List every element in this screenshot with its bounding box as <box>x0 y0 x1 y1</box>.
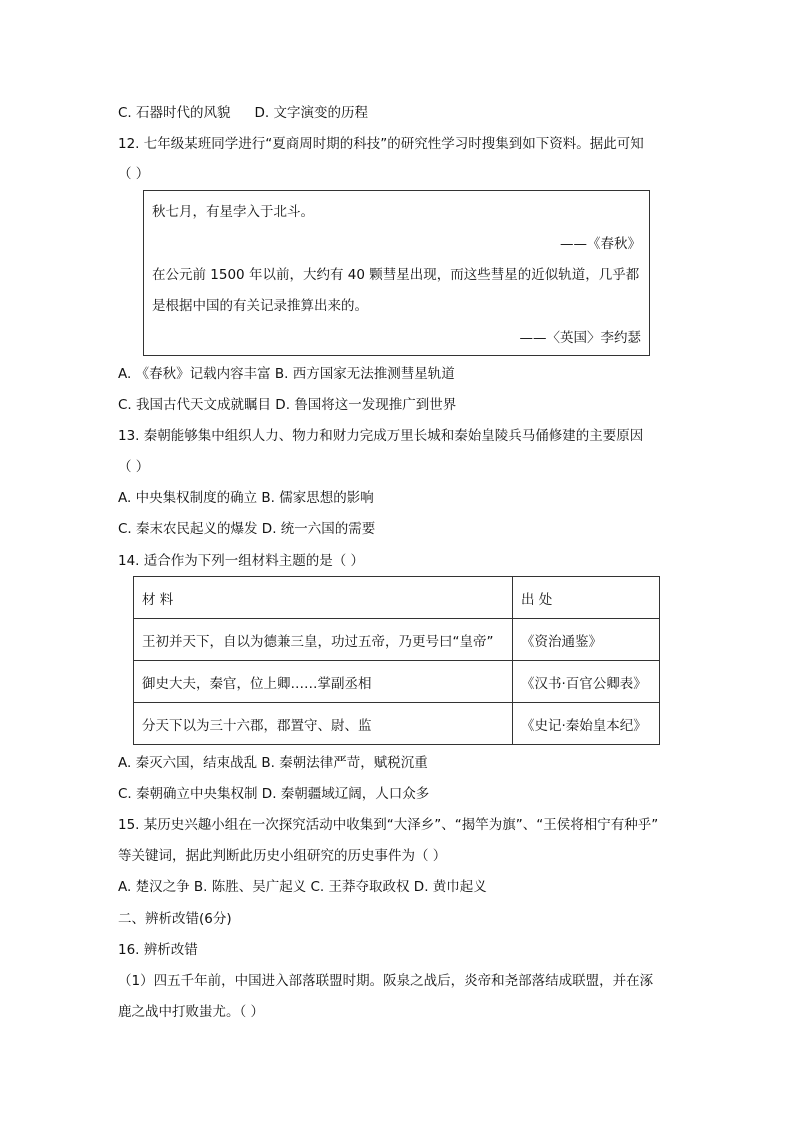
q11-option-c: C. 石器时代的风貌 <box>118 105 231 121</box>
table-row <box>134 703 660 745</box>
q13-options-cd: C. 秦末农民起义的爆发 D. 统一六国的需要 <box>118 521 376 537</box>
q15-stem-line2: 等关键词，据此判断此历史小组研究的历史事件为（ ） <box>118 848 447 864</box>
q16-stem: 16. 辨析改错 <box>118 942 198 958</box>
q11-options-cd <box>118 104 368 122</box>
q14-stem: 14. 适合作为下列一组材料主题的是（ ） <box>118 553 365 569</box>
q12-options-ab: A. 《春秋》记载内容丰富 B. 西方国家无法推测彗星轨道 <box>118 366 455 382</box>
q12-quote2-line2: 是根据中国的有关记录推算出来的。 <box>152 298 368 314</box>
q14-options-cd: C. 秦朝确立中央集权制 D. 秦朝疆域辽阔，人口众多 <box>118 786 430 802</box>
q15-stem-line1: 15. 某历史兴趣小组在一次探究活动中收集到“大泽乡”、“揭竿为旗”、“王侯将相宁有种乎” <box>118 817 659 833</box>
q14-materials-table <box>133 576 660 745</box>
table-cell-source: 《资治通鉴》 <box>513 619 660 661</box>
q16-part1-line2: 鹿之战中打败蚩尤。（ ） <box>118 1004 265 1020</box>
table-header-source: 出 处 <box>513 577 660 619</box>
q15-options: A. 楚汉之争 B. 陈胜、吴广起义 C. 王莽夺取政权 D. 黄巾起义 <box>118 879 487 895</box>
q12-source1: ——《春秋》 <box>560 236 641 252</box>
q12-stem: 12. 七年级某班同学进行“夏商周时期的科技”的研究性学习时搜集到如下资料。据此可知 <box>118 136 644 152</box>
q12-quote1: 秋七月，有星孛入于北斗。 <box>152 204 314 220</box>
q12-paren: （ ） <box>118 166 150 182</box>
q12-quote-box <box>143 190 650 356</box>
table-row <box>134 619 660 661</box>
table-cell-material: 分天下以为三十六郡，郡置守、尉、监 <box>134 703 513 745</box>
table-row <box>134 661 660 703</box>
table-cell-source: 《汉书·百官公卿表》 <box>513 661 660 703</box>
q13-options-ab: A. 中央集权制度的确立 B. 儒家思想的影响 <box>118 490 374 506</box>
q12-quote2-line1: 在公元前 1500 年以前，大约有 40 颗彗星出现，而这些彗星的近似轨道，几乎都 <box>152 267 640 283</box>
q13-paren: （ ） <box>118 459 150 475</box>
q12-source2: ——〈英国〉李约瑟 <box>519 330 641 346</box>
q11-option-d: D. 文字演变的历程 <box>254 105 368 121</box>
table-cell-material: 王初并天下，自以为德兼三皇，功过五帝，乃更号曰“皇帝” <box>134 619 513 661</box>
q13-stem: 13. 秦朝能够集中组织人力、物力和财力完成万里长城和秦始皇陵兵马俑修建的主要原因 <box>118 428 644 444</box>
q12-options-cd: C. 我国古代天文成就瞩目 D. 鲁国将这一发现推广到世界 <box>118 397 457 413</box>
table-header-row <box>134 577 660 619</box>
q16-part1-line1: （1）四五千年前，中国进入部落联盟时期。阪泉之战后，炎帝和尧部落结成联盟，并在涿 <box>118 973 654 989</box>
table-cell-source: 《史记·秦始皇本纪》 <box>513 703 660 745</box>
q14-options-ab: A. 秦灭六国，结束战乱 B. 秦朝法律严苛，赋税沉重 <box>118 755 428 771</box>
table-header-material: 材 料 <box>134 577 513 619</box>
section2-title: 二、辨析改错(6分) <box>118 911 232 927</box>
table-cell-material: 御史大夫，秦官，位上卿……掌副丞相 <box>134 661 513 703</box>
